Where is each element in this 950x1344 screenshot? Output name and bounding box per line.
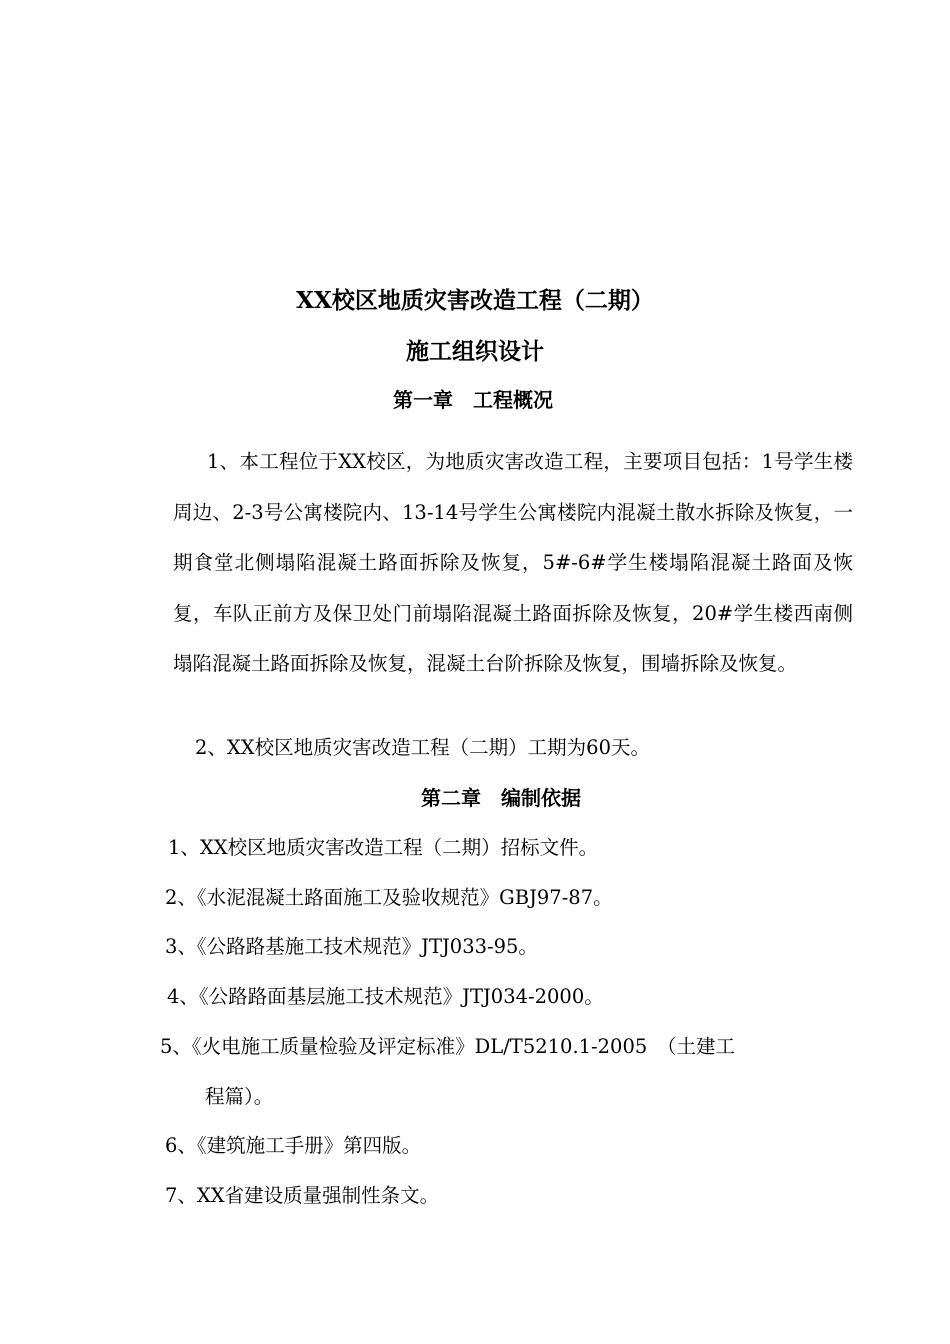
chapter1-item1-paragraph: 1、本工程位于XX校区，为地质灾害改造工程，主要项目包括：1号学生楼周边、2-3号公寓楼院内、13-14号学生公寓楼院内混凝土散水拆除及恢复，一期食堂北侧塌陷混凝土路面拆除及恢复，5#-6#学生楼塌陷混凝土路面及恢复，车队正前方及保卫处门前塌陷混凝土路面拆除及恢复，20#学生楼西南侧塌陷混凝土路面拆除及恢复，混凝土台阶拆除及恢复，围墙拆除及恢复。	[173, 450, 853, 675]
chapter1-item2-paragraph: 2、XX校区地质灾害改造工程（二期）工期为60天。	[195, 736, 650, 759]
reference-item-4: 4、《公路路面基层施工技术规范》JTJ034-2000。	[167, 985, 604, 1008]
reference-item-7: 7、XX省建设质量强制性条文。	[165, 1184, 440, 1207]
reference-item-5: 5、《火电施工质量检验及评定标准》DL/T5210.1-2005 （土建工	[160, 1035, 736, 1058]
document-title: XX校区地质灾害改造工程（二期）	[296, 287, 654, 314]
chapter2-heading: 第二章 编制依据	[421, 786, 581, 810]
chapter1-heading: 第一章 工程概况	[393, 388, 553, 412]
reference-item-5-continued: 程篇）。	[205, 1085, 274, 1108]
reference-item-3: 3、《公路路基施工技术规范》JTJ033-95。	[165, 935, 538, 958]
document-subtitle: 施工组织设计	[406, 338, 544, 365]
reference-item-6: 6、《建筑施工手册》第四版。	[165, 1134, 422, 1157]
reference-item-2: 2、《水泥混凝土路面施工及验收规范》GBJ97-87。	[165, 886, 613, 909]
reference-item-1: 1、XX校区地质灾害改造工程（二期）招标文件。	[168, 836, 599, 859]
